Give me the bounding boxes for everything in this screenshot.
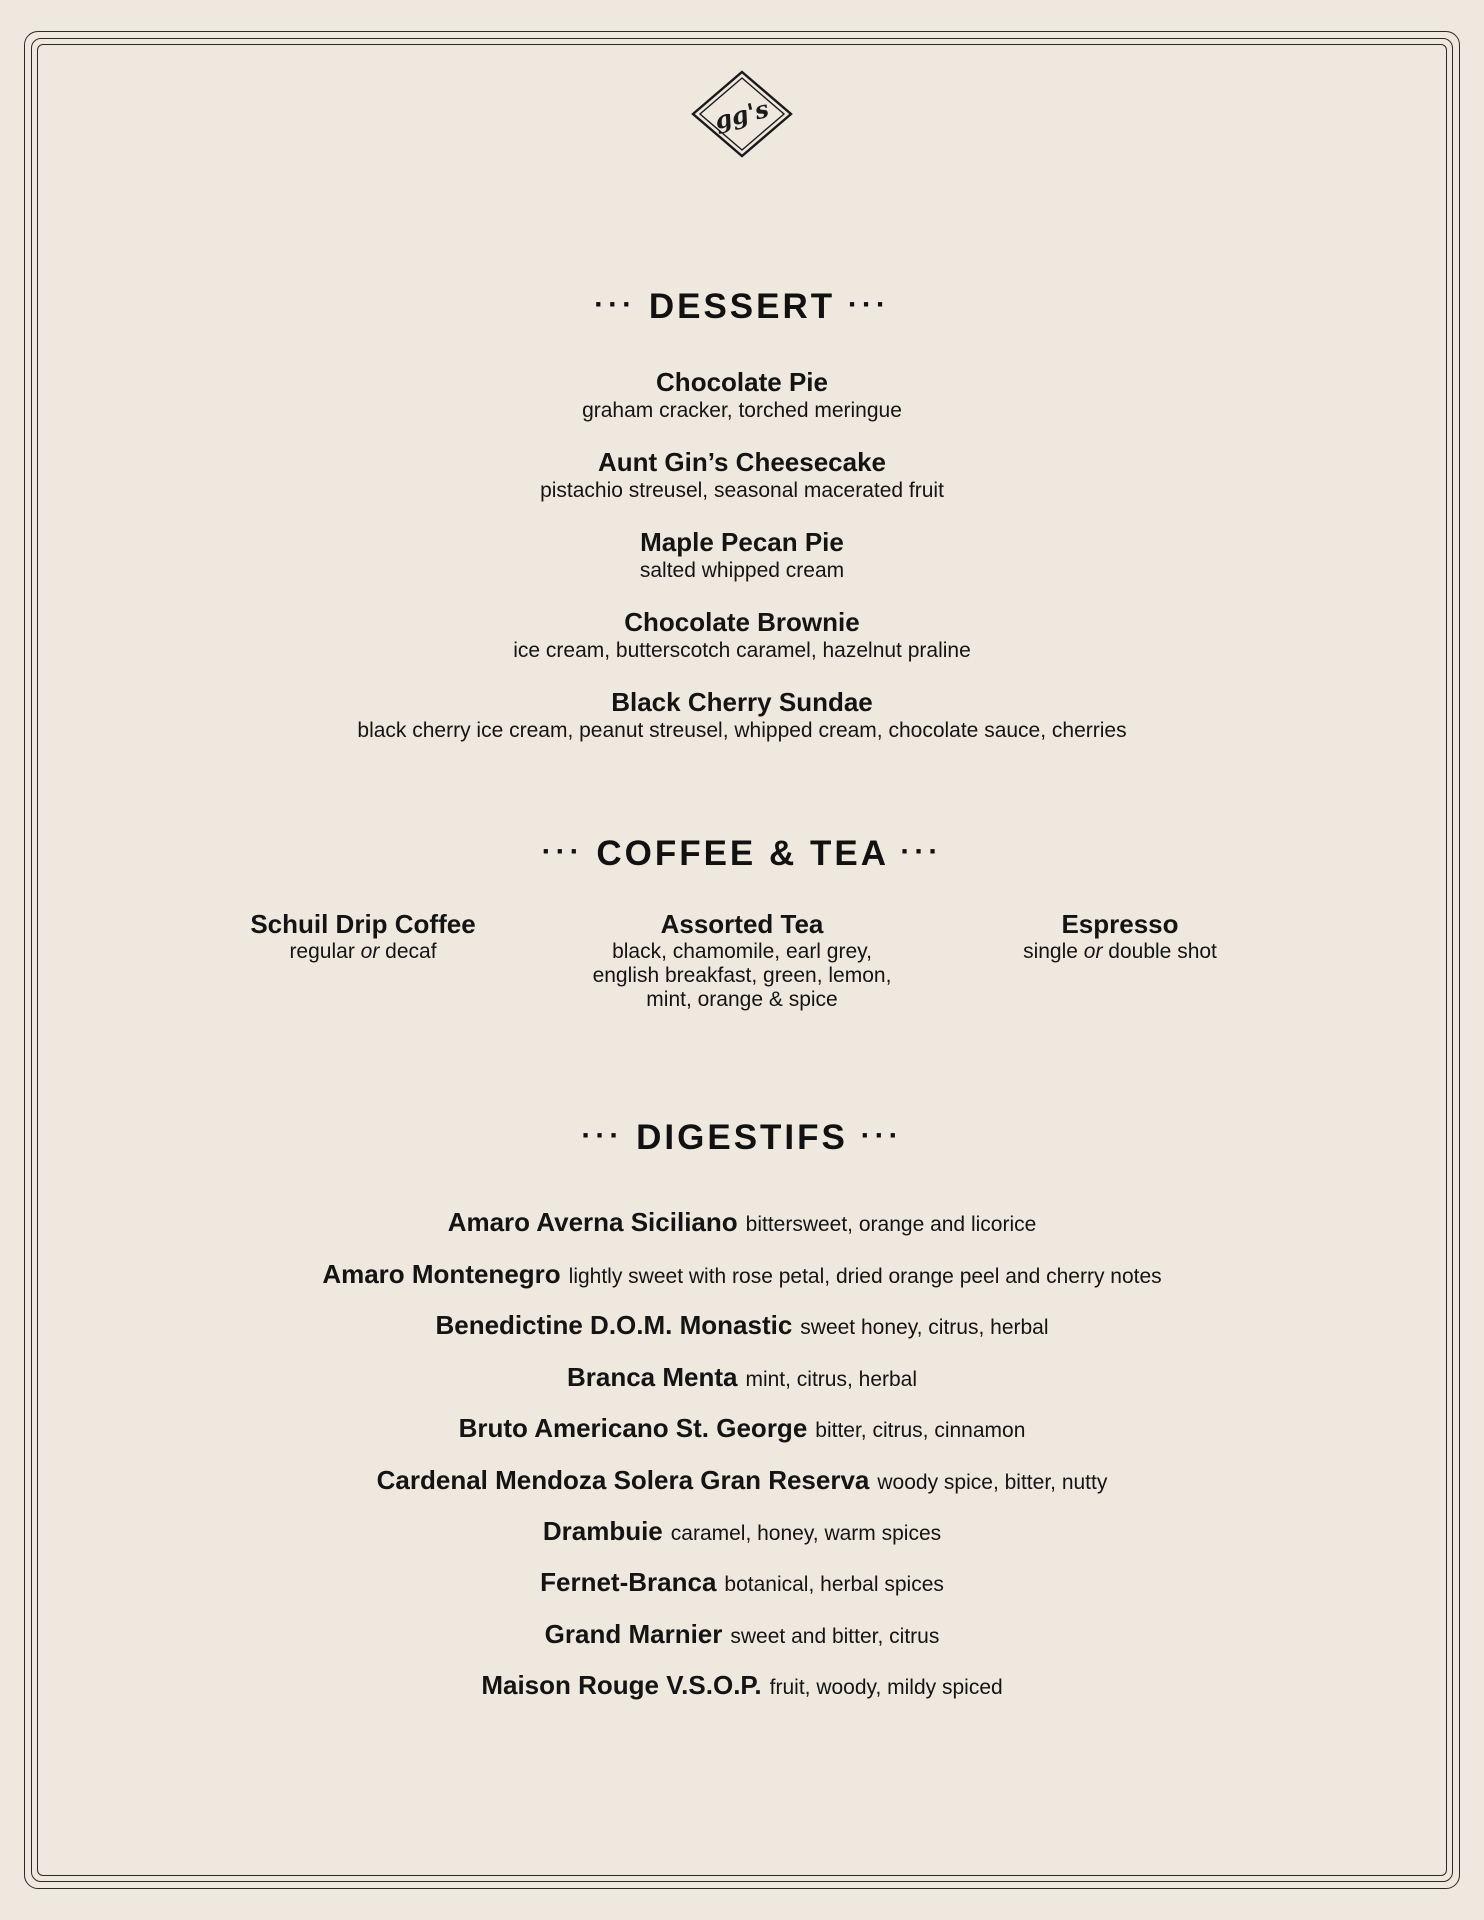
digestif-name: Amaro Montenegro [322, 1259, 561, 1289]
digestif-notes: sweet and bitter, citrus [730, 1625, 940, 1648]
digestif-notes: bitter, citrus, cinnamon [815, 1419, 1026, 1442]
gg-logo [691, 70, 793, 158]
espresso-item [940, 908, 1300, 964]
digestif-item [0, 1207, 1484, 1238]
item-description: regular or decaf [289, 940, 437, 963]
title-ornament-left: ··· [594, 288, 637, 321]
menu-item [0, 526, 1484, 584]
digestif-notes: lightly sweet with rose petal, dried orange peel and cherry notes [568, 1265, 1162, 1288]
digestif-notes: caramel, honey, warm spices [670, 1522, 942, 1545]
digestif-notes: mint, citrus, herbal [745, 1368, 918, 1391]
item-name: Chocolate Brownie [624, 607, 860, 637]
title-ornament-left: ··· [581, 1119, 624, 1152]
digestif-name: Branca Menta [566, 1362, 738, 1392]
digestif-item [0, 1516, 1484, 1547]
digestif-item [0, 1413, 1484, 1444]
item-description: graham cracker, torched meringue [582, 399, 902, 422]
digestif-name: Amaro Averna Siciliano [447, 1207, 738, 1237]
logo-text: gg's [711, 93, 772, 136]
item-description: single or double shot [1023, 940, 1217, 963]
section-title-digestifs [0, 1118, 1484, 1158]
digestif-item [0, 1362, 1484, 1393]
digestif-name: Grand Marnier [544, 1619, 723, 1649]
menu-item [0, 446, 1484, 504]
section-title-coffee-tea [0, 834, 1484, 874]
digestif-notes: bittersweet, orange and licorice [745, 1213, 1037, 1236]
digestif-name: Maison Rouge V.S.O.P. [481, 1670, 762, 1700]
digestifs-title: DIGESTIFS [636, 1118, 848, 1157]
digestif-item [0, 1465, 1484, 1496]
item-description: pistachio streusel, seasonal macerated fruit [540, 479, 944, 502]
item-name: Espresso [1061, 909, 1179, 939]
digestif-name: Bruto Americano St. George [458, 1413, 808, 1443]
digestif-notes: sweet honey, citrus, herbal [800, 1316, 1049, 1339]
item-name: Maple Pecan Pie [640, 527, 844, 557]
dessert-title: DESSERT [648, 287, 836, 326]
title-ornament-right: ··· [860, 1119, 903, 1152]
digestif-notes: woody spice, bitter, nutty [877, 1471, 1108, 1494]
item-description-line: black, chamomile, earl grey, [612, 940, 872, 963]
item-name: Assorted Tea [660, 909, 824, 939]
digestif-name: Fernet-Branca [540, 1567, 717, 1597]
menu-item [0, 686, 1484, 744]
digestif-item [0, 1259, 1484, 1290]
digestif-item [0, 1567, 1484, 1598]
digestif-item [0, 1670, 1484, 1701]
item-description: salted whipped cream [639, 559, 845, 582]
item-description: black cherry ice cream, peanut streusel, whipped cream, chocolate sauce, cherries [357, 719, 1127, 742]
digestif-item [0, 1310, 1484, 1341]
digestif-name: Drambuie [542, 1516, 663, 1546]
item-name: Chocolate Pie [656, 367, 828, 397]
menu-item [0, 366, 1484, 424]
digestif-item [0, 1619, 1484, 1650]
digestif-notes: botanical, herbal spices [724, 1573, 944, 1596]
item-name: Aunt Gin’s Cheesecake [597, 447, 887, 477]
item-description-line: english breakfast, green, lemon, [592, 964, 892, 987]
title-ornament-right: ··· [900, 835, 943, 868]
coffee-tea-title: COFFEE & TEA [596, 834, 888, 873]
tea-item [562, 908, 922, 1012]
digestif-notes: fruit, woody, mildy spiced [769, 1676, 1003, 1699]
item-name: Schuil Drip Coffee [250, 909, 476, 939]
item-description: ice cream, butterscotch caramel, hazelnut praline [513, 639, 971, 662]
coffee-item [183, 908, 543, 964]
menu-item [0, 606, 1484, 664]
section-title-dessert [0, 287, 1484, 327]
digestif-name: Cardenal Mendoza Solera Gran Reserva [376, 1465, 870, 1495]
title-ornament-left: ··· [541, 835, 584, 868]
item-description-line: mint, orange & spice [646, 988, 838, 1011]
item-name: Black Cherry Sundae [611, 687, 873, 717]
title-ornament-right: ··· [847, 288, 890, 321]
digestif-name: Benedictine D.O.M. Monastic [435, 1310, 793, 1340]
